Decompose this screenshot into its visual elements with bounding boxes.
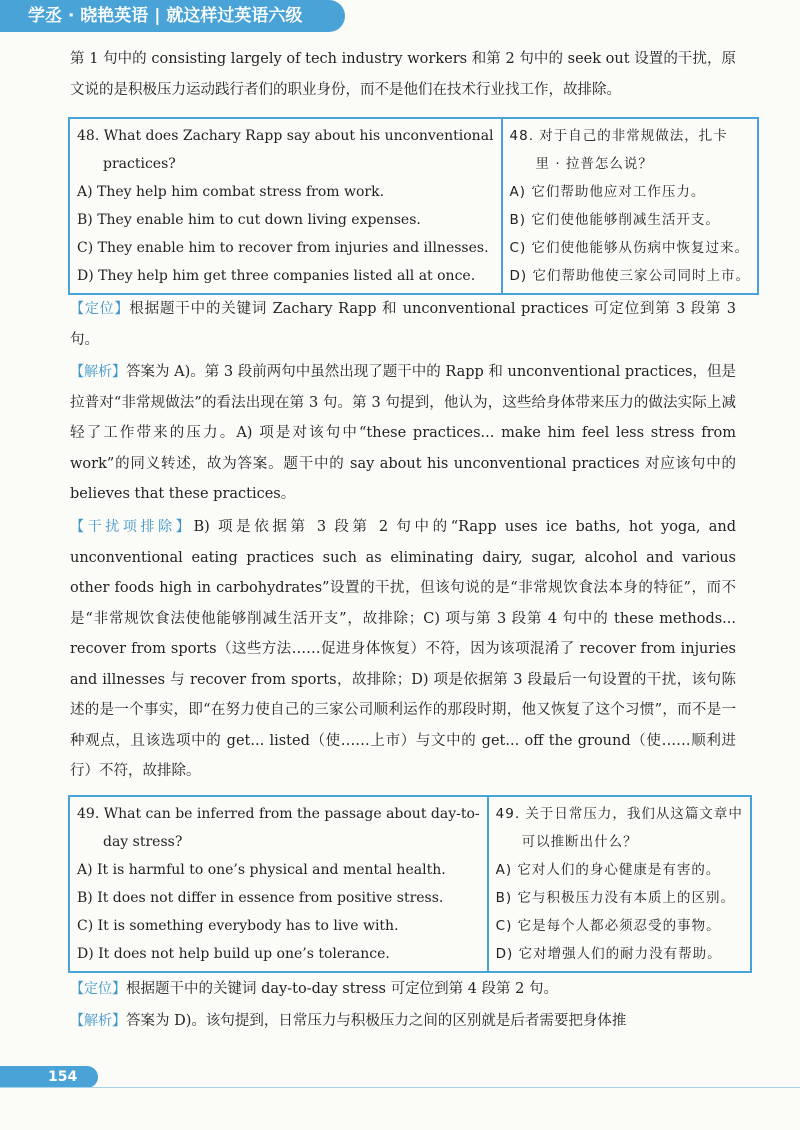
analysis-tag: 【解析】 (70, 1013, 126, 1029)
question-49-stem-cn: 49. 关于日常压力，我们从这篇文章中 (495, 806, 743, 822)
q48-option-a-cn: A) 它们帮助他应对工作压力。 (509, 184, 706, 200)
q48-option-d-en: D) They help him get three companies listed all at once. (77, 268, 476, 284)
distractor-tag: 【干扰项排除】 (70, 519, 194, 535)
q48-analysis-paragraph (70, 357, 736, 510)
question-48-table (68, 117, 759, 295)
question-48-chinese-cell (502, 118, 758, 294)
q48-option-a-en: A) They help him combat stress from work. (77, 184, 385, 200)
q48-option-c-en: C) They enable him to recover from injuries and illnesses. (77, 240, 489, 256)
q49-analysis-paragraph (70, 1006, 736, 1037)
q49-option-c-cn: C) 它是每个人都必须忍受的事物。 (495, 918, 721, 934)
question-48-stem-cn-cont: 里 · 拉普怎么说？ (535, 156, 653, 172)
question-49-stem-en: 49. What can be inferred from the passage about day-to- (77, 806, 480, 822)
q49-option-d-cn: D) 它对增强人们的耐力没有帮助。 (495, 946, 722, 962)
q48-option-b-cn: B) 它们使他能够削减生活开支。 (509, 212, 720, 228)
question-48-stem-en: 48. What does Zachary Rapp say about his unconventional (77, 128, 494, 144)
q48-locate-paragraph (70, 294, 736, 355)
q49-option-b-en: B) It does not differ in essence from positive stress. (77, 890, 444, 906)
question-49-table (68, 795, 752, 973)
question-48-english-cell (69, 118, 502, 294)
q48-locate-text: 根据题干中的关键词 Zachary Rapp 和 unconventional practices 可定位到第 3 段第 3 句。 (70, 301, 737, 348)
question-48-stem-cn: 48. 对于自己的非常规做法，扎卡 (509, 128, 728, 144)
q48-option-d-cn: D) 它们帮助他使三家公司同时上市。 (509, 268, 750, 284)
q48-option-c-cn: C) 它们使他能够从伤病中恢复过来。 (509, 240, 750, 256)
book-header-banner (0, 0, 345, 32)
analysis-tag: 【解析】 (70, 364, 127, 380)
question-49-stem-cn-cont: 可以推断出什么？ (521, 834, 638, 850)
q48-distractor-text: B) 项是依据第 3 段第 2 句中的“Rapp uses ice baths, hot yoga, and unconventional eating practices such as eliminating dairy, sugar, alcohol and various other foods high in carbohydrates”设置的干扰，但该句说的是“非常规饮食法本身的特征”，而不是“非常规饮食法使他能够削减生活开支”，故排除；C) 项与第 3 段第 4 句中的 these methods... recover from sports（这些方法……促进身体恢复）不符，因为该项混淆了 recover from injuries and illnesses 与 recover from sports，故排除；D) 项是依据第 3 段最后一句设置的干扰，该句陈述的是一个事实，即“在努力使自己的三家公司顺利运作的那段时期，他又恢复了这个习惯”，而不是一种观点，且该选项中的 get... listed（使……上市）与文中的 get... off the ground（使……顺利进行）不符，故排除。 (70, 519, 736, 779)
q49-option-c-en: C) It is something everybody has to live with. (77, 918, 399, 934)
question-49-english-cell (69, 796, 488, 972)
page-number: 154 (48, 1069, 78, 1085)
q49-option-a-en: A) It is harmful to one’s physical and mental health. (77, 862, 446, 878)
question-49-chinese-cell (488, 796, 751, 972)
question-49-stem-en-cont: day stress? (103, 834, 183, 850)
question-48-stem-en-cont: practices? (103, 156, 176, 172)
footer-divider (0, 1087, 800, 1088)
locate-tag: 【定位】 (70, 981, 126, 997)
q49-option-d-en: D) It does not help build up one’s tolerance. (77, 946, 390, 962)
page-number-tab (0, 1066, 98, 1088)
q48-option-b-en: B) They enable him to cut down living expenses. (77, 212, 421, 228)
q49-option-b-cn: B) 它与积极压力没有本质上的区别。 (495, 890, 735, 906)
q49-option-a-cn: A) 它对人们的身心健康是有害的。 (495, 862, 721, 878)
q48-distractor-paragraph (70, 512, 736, 787)
intro-paragraph: 第 1 句中的 consisting largely of tech industry workers 和第 2 句中的 seek out 设置的干扰，原文说的是积极压力运动践行者们的职业身份，而不是他们在技术行业找工作，故排除。 (70, 51, 736, 98)
q48-analysis-text: 答案为 A)。第 3 段前两句中虽然出现了题干中的 Rapp 和 unconventional practices，但是拉普对“非常规做法”的看法出现在第 3 句。第 3 句提到，他认为，这些给身体带来压力的做法实际上减轻了工作带来的压力。A) 项是对该句中“these practices... make him feel less stress from work”的同义转述，故为答案。题干中的 say about his unconventional practices 对应该句中的 believes that these practices。 (70, 364, 736, 502)
q49-analysis-text: 答案为 D)。该句提到，日常压力与积极压力之间的区别就是后者需要把身体推 (126, 1013, 627, 1029)
book-title: 学丞 · 晓艳英语 | 就这样过英语六级 (28, 6, 303, 26)
q49-locate-text: 根据题干中的关键词 day-to-day stress 可定位到第 4 段第 2 句。 (126, 981, 558, 997)
locate-tag: 【定位】 (70, 301, 130, 317)
q49-locate-paragraph (70, 974, 736, 1005)
